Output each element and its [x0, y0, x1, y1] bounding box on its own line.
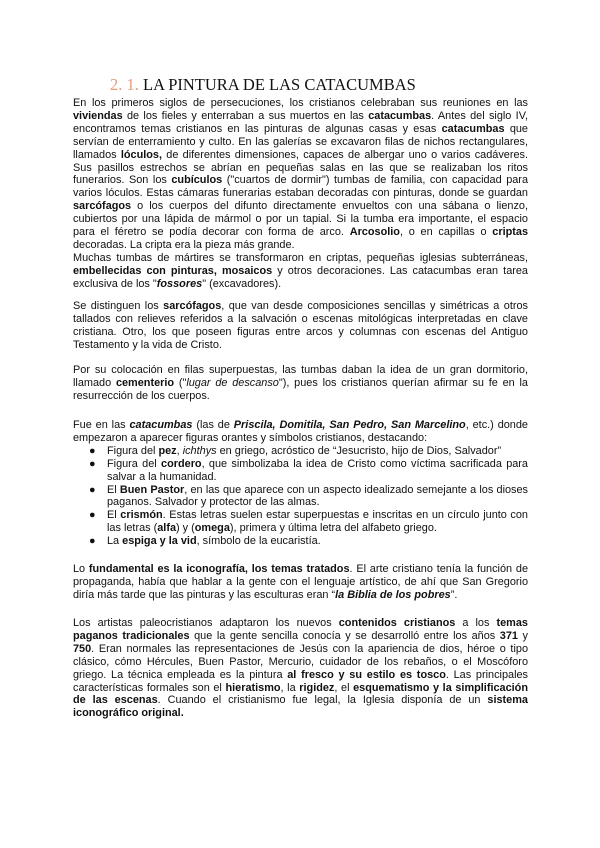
bullet-icon: ●	[89, 483, 96, 496]
symbols-list	[73, 445, 528, 548]
section-title: LA PINTURA DE LAS CATACUMBAS	[143, 75, 416, 94]
iconography-section	[73, 563, 528, 602]
list-item: ● El Buen Pastor, en las que aparece con un aspecto idealizado semejante a los dioses paganos. Salvador y protector de las almas.	[89, 483, 528, 509]
paragraph-symbols-intro: Fue en las catacumbas (las de Priscila, Domitila, San Pedro, San Marcelino, etc.) donde empezaron a aparecer figuras orantes y símbolos cristianos, destacando:	[73, 419, 528, 444]
list-item: ● Figura del pez, ichthys en griego, acróstico de “Jesucristo, hijo de Dios, Salvador”	[89, 444, 502, 457]
symbols-section	[73, 419, 528, 548]
bullet-icon: ●	[89, 535, 96, 548]
list-item: ● El crismón. Estas letras suelen estar superpuestas e inscritas en un círculo junto con las letras (alfa) y (omega), primera y última letra del alfabeto griego.	[89, 509, 528, 535]
paragraph-artists: Los artistas paleocristianos adaptaron los nuevos contenidos cristianos a los temas paganos tradicionales que la gente sencilla conocía y se desarrolló entre los años 371 y 750. Eran normales las representaciones de Jesús con la apariencia de dios, héroe o tipo clásico, cómo Hércules, Buen Pastor, Mercurio, cuidador de los rebaños, o el Moscóforo griego. La técnica empleada es la pintura al fresco y su estilo es tosco. Las principales características formales son el hieratismo, la rigidez, el esquematismo y la simplificación de las escenas. Cuando el cristianismo fue legal, la Iglesia disponía de un sistema iconográfico original.	[73, 617, 528, 720]
cemetery-section	[73, 364, 528, 403]
bullet-icon: ●	[89, 457, 96, 470]
list-item: ● Figura del cordero, que simbolizaba la idea de Cristo como víctima sacrificada para salvar a la humanidad.	[89, 457, 528, 483]
list-item: ● La espiga y la vid, símbolo de la eucaristía.	[89, 535, 321, 548]
section-number: 2. 1.	[110, 75, 139, 94]
bullet-icon: ●	[89, 509, 96, 522]
paragraph-sarcophagi: Se distinguen los sarcófagos, que van desde composiciones sencillas y simétricas a otros tallados con relieves referidos a la salvación o escenas mitológicas interpretadas en clave cristiana. Otro, los que poseen figuras entre arcos y columnas con escenas del Antiguo Testamento y la vida de Cristo.	[73, 300, 528, 351]
paragraph-martyr-tombs: Muchas tumbas de mártires se transformaron en criptas, pequeñas iglesias subterráneas, embellecidas con pinturas, mosaicos y otros decoraciones. Las catacumbas eran tarea exclusiva de los "fossores" (excavadores).	[73, 251, 528, 290]
artists-section	[73, 617, 528, 720]
intro-section	[73, 97, 528, 291]
paragraph-cemetery: Por su colocación en filas superpuestas, las tumbas daban la idea de un gran dormitorio, llamado cementerio ("lugar de descanso"), pues los cristianos querían afirmar su fe en la resurrección de los cuerpos.	[73, 364, 528, 402]
sarcophagi-section	[73, 300, 528, 352]
bullet-icon: ●	[89, 444, 96, 457]
page-title	[110, 76, 416, 94]
paragraph-catacombs-intro: En los primeros siglos de persecuciones, los cristianos celebraban sus reuniones en las viviendas de los fieles y enterraban a sus muertos en las catacumbas. Antes del siglo IV, encontramos temas cristianos en las pinturas de algunas casas y esas catacumbas que servían de enterramiento y culto. En las galerías se excavaron filas de nichos rectangulares, llamados lóculos, de diferentes dimensiones, capaces de albergar uno o varios cadáveres. Sus pasillos estrechos se abrían en pequeñas salas en las que se realizaban los ritos funerarios. Son los cubículos ("cuartos de dormir") tumbas de familia, con capacidad para varios lóculos. Estas cámaras funerarias estaban decoradas con pinturas, donde se guardan sarcófagos o los cuerpos del difunto directamente envueltos con una sábana o lienzo, cubiertos por una lápida de mármol o por un tapial. Si la tumba era importante, el espacio para el féretro se podía decorar con forma de arco. Arcosolio, o en capillas o criptas decoradas. La cripta era la pieza más grande.	[73, 97, 528, 251]
paragraph-iconography: Lo fundamental es la iconografía, los temas tratados. El arte cristiano tenía la función de propaganda, había que hablar a la gente con el lenguaje artístico, de ahí que San Gregorio diría más tarde que las pinturas y las esculturas eran “la Biblia de los pobres”.	[73, 563, 528, 601]
